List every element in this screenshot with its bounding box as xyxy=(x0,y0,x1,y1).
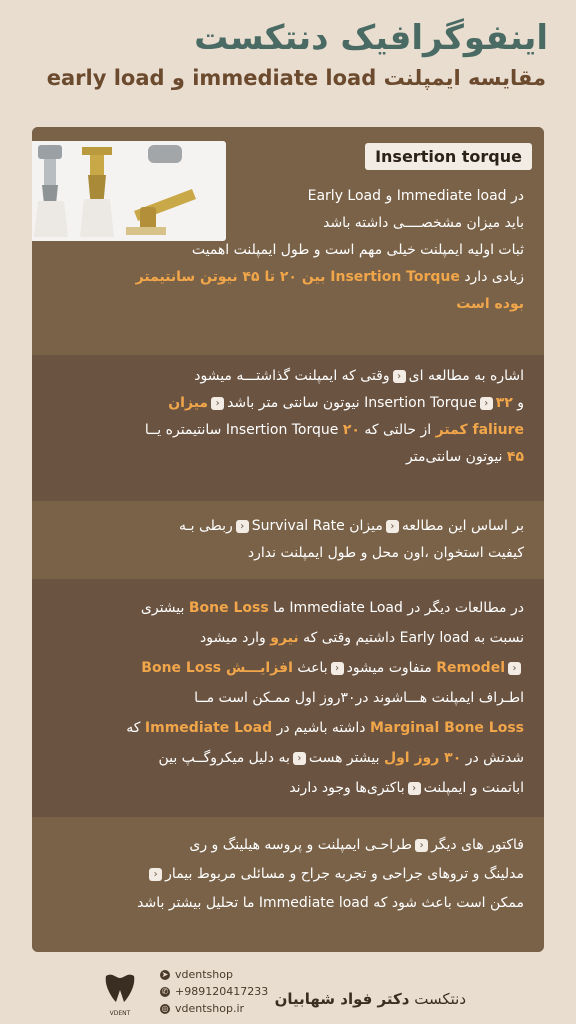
s5-line-1-b: طراحـی ایمپلنت و پروسه هیلینگ و ری xyxy=(189,837,413,853)
s4-line-5-d: که xyxy=(126,720,141,736)
s3-line-1-c: ربطی بـه xyxy=(178,518,233,534)
chevron-left-icon: ‹ xyxy=(293,752,306,765)
s4-line-3-c: باعث xyxy=(297,660,328,676)
first-30-days-highlight: ۳۰ روز اول xyxy=(383,750,462,766)
s4-line-1-a: در مطالعات دیگر در Immediate Load ما xyxy=(273,600,524,616)
s2-line-1-b: وقتی که ایمپلنت گذاشتـــه میشود xyxy=(194,368,390,384)
increase-bone-loss-highlight: افزایـــش Bone Loss xyxy=(141,660,293,676)
s1-line-1: در Immediate load و Early Load xyxy=(307,188,524,204)
s3-line-1 xyxy=(44,513,524,540)
s5-line-2 xyxy=(44,860,524,889)
s2-line-4 xyxy=(44,444,524,471)
website-row[interactable] xyxy=(160,1000,268,1017)
author-name: دکتر فواد شهابیان xyxy=(274,990,410,1008)
contacts xyxy=(160,966,268,1017)
section-other-factors xyxy=(32,817,544,952)
s3-line-1-b: میزان Survival Rate xyxy=(251,518,383,534)
whatsapp-row[interactable] xyxy=(160,983,268,1000)
s4-line-1 xyxy=(44,593,524,623)
marginal-bone-loss-highlight: Marginal Bone Loss xyxy=(369,720,524,736)
chevron-left-icon: ‹ xyxy=(149,868,162,881)
s2-line-4-b: نیوتون سانتی‌متر xyxy=(406,449,503,465)
force-highlight: نیرو xyxy=(270,630,299,646)
author-signature xyxy=(275,990,466,1008)
s2-failure-highlight: faliure کمتر xyxy=(435,422,524,438)
telegram-handle[interactable]: vdentshop xyxy=(175,968,233,981)
s1-line-3: ثبات اولیه ایمپلنت خیلی مهم است و طول ایمپلنت اهمیت xyxy=(191,242,524,258)
s2-line-2-a: و Insertion Torque xyxy=(364,395,524,411)
s2-line-2-d: میزان xyxy=(168,395,209,411)
s4-line-4: اطـراف ایمپلنت هـــاشوند در۳۰روز اول ممـکن است مــا xyxy=(194,690,524,706)
s2-line-1-a: اشاره به مطالعه ای xyxy=(408,368,524,384)
s4-line-7-b: باکتری‌ها وجود دارند xyxy=(289,780,405,796)
section-study-1 xyxy=(32,355,544,501)
s2-line-2 xyxy=(44,390,524,417)
immediate-load-highlight: Immediate Load xyxy=(144,720,273,736)
s4-line-7-a: اباتمنت و ایمپلنت xyxy=(423,780,524,796)
s4-line-7 xyxy=(44,773,524,803)
s1-line-4 xyxy=(44,264,524,291)
insertion-torque-badge: Insertion torque xyxy=(365,143,532,170)
s3-line-2: کیفیت استخوان ،اون محل و طول ایمپلنت ندارد xyxy=(247,545,524,561)
s4-line-2 xyxy=(44,623,524,653)
chevron-left-icon: ‹ xyxy=(236,520,249,533)
chevron-left-icon: ‹ xyxy=(393,370,406,383)
torque-range-highlight: Insertion Torque بین ۲۰ تا ۴۵ نیوتن سانتیمتر xyxy=(135,269,460,285)
s2-line-3-d: سانتیمتره یــا xyxy=(144,422,222,438)
s1-line-2: باید میزان مشخصــــی داشته باشد xyxy=(323,215,524,231)
header xyxy=(0,0,576,120)
chevron-left-icon: ‹ xyxy=(386,520,399,533)
s1-line-5: بوده است xyxy=(456,296,524,312)
page-subtitle: مقایسه ایمپلنت immediate load و early load xyxy=(46,66,546,90)
bone-loss-highlight: Bone Loss xyxy=(188,600,269,616)
s4-line-6-d: به دلیل میکروگــپ بین xyxy=(158,750,290,766)
s4-line-5 xyxy=(44,713,524,743)
s2-line-3 xyxy=(44,417,524,444)
s2-line-2-c: نیوتون سانتی متر باشد xyxy=(227,395,360,411)
chevron-left-icon: ‹ xyxy=(480,397,493,410)
s4-line-6 xyxy=(44,743,524,773)
chevron-left-icon: ‹ xyxy=(211,397,224,410)
page-title: اینفوگرافیک دنتکست xyxy=(194,18,548,58)
s2-torque-45: ۴۵ xyxy=(506,449,524,465)
s1-line-4-text: زیادی دارد xyxy=(464,269,524,285)
s3-line-1-a: بر اساس این مطالعه xyxy=(401,518,524,534)
section-survival-rate xyxy=(32,501,544,579)
s5-line-1-a: فاکتور های دیگر xyxy=(431,837,524,853)
s4-line-2-a: نسبت به Early load داشتیم وقتی که xyxy=(303,630,524,646)
implant-images xyxy=(32,141,226,241)
chevron-left-icon: ‹ xyxy=(408,782,421,795)
website-link[interactable]: vdentshop.ir xyxy=(175,1002,245,1015)
s4-line-5-b: داشته باشیم در xyxy=(276,720,366,736)
content-card xyxy=(32,127,544,952)
s2-torque-32: ۳۲ xyxy=(495,395,513,411)
section-insertion-torque xyxy=(32,127,544,355)
vdent-logo-icon xyxy=(100,968,140,1017)
instagram-icon: ◎ xyxy=(161,1003,169,1013)
s5-line-2-a: مدلینگ و تروهای جراحی و تجربه جراح و مسائلی مربوط بیمار xyxy=(165,866,524,882)
sign-prefix: دنتکست xyxy=(414,990,466,1008)
chevron-left-icon: ‹ xyxy=(508,662,521,675)
phone-number[interactable]: +989120417233 xyxy=(175,985,269,998)
vdent-logo-svg xyxy=(100,968,140,1008)
s5-line-3: ممکن است باعث شود که Immediate load ما تحلیل بیشتر باشد xyxy=(137,895,524,911)
s2-line-1 xyxy=(44,363,524,390)
section-bone-loss xyxy=(32,579,544,817)
remodel-highlight: Remodel xyxy=(436,660,505,676)
telegram-icon: ➤ xyxy=(161,969,169,979)
chevron-left-icon: ‹ xyxy=(415,839,428,852)
whatsapp-icon: ✆ xyxy=(161,986,169,996)
implant-illustration xyxy=(32,141,226,241)
telegram-row[interactable] xyxy=(160,966,268,983)
s4-line-6-c: بیشتر هست xyxy=(308,750,380,766)
chevron-left-icon: ‹ xyxy=(331,662,344,675)
s5-line-1 xyxy=(44,831,524,860)
logo-text: VDENT xyxy=(109,1010,131,1017)
s4-line-1-c: بیشتری xyxy=(140,600,185,616)
s2-line-3-b: از حالتی که Insertion Torque xyxy=(225,422,432,438)
s4-line-2-c: وارد میشود xyxy=(200,630,266,646)
s2-torque-20: ۲۰ xyxy=(342,422,360,438)
s4-line-6-a: شدتش در xyxy=(465,750,524,766)
s4-line-3 xyxy=(44,653,524,683)
s4-line-3-b: متفاوت میشود xyxy=(346,660,432,676)
